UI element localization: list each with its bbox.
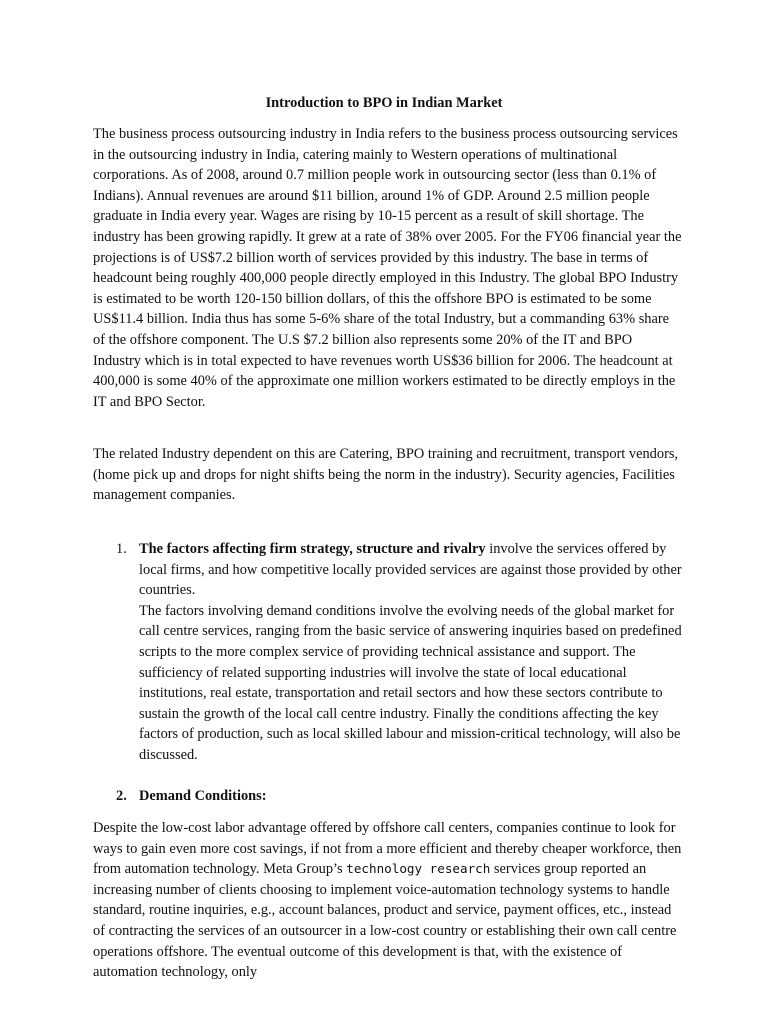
related-industry-paragraph: The related Industry dependent on this are Catering, BPO training and recruitment, transport vendors, (home pick up and drops for night shifts being the norm in the industry). Security agencies, Facilities management companies. (93, 446, 679, 504)
list-item-body (139, 786, 685, 807)
demand-conditions-paragraph (93, 818, 683, 983)
paragraph-text-continued: services group reported an increasing number of clients choosing to implement voice-automation technology systems to handle standard, routine inquiries, e.g., account balances, product and service, payment offices, etc., instead of contracting the services of an outsourcer in a low-cost country or establishing their own call centre operations offshore. The eventual outcome of this development is that, with the existence of automation technology, only (93, 861, 677, 981)
list-number: 1. (116, 541, 127, 557)
paragraph-text: Despite the low-cost labor advantage offered by offshore call centers, companies continue to look for ways to gain even more cost savings, if not from a more efficient and thereby cheaper workforce, then from automation technology. Meta Group’s (93, 820, 682, 878)
list-item-text: involve the services offered by local firms, and how competitive locally provided services are against those provided by other countries. (139, 541, 682, 599)
list-item-body (139, 539, 685, 766)
list-item-heading: Demand Conditions: (139, 788, 267, 804)
list-item-heading: The factors affecting firm strategy, structure and rivalry (139, 541, 486, 557)
list-item-first-paragraph (139, 539, 685, 601)
intro-paragraph: The business process outsourcing industry in India refers to the business process outsourcing services in the outsourcing industry in India, catering mainly to Western operations of multinational corporations. As of 2008, around 0.7 million people work in outsourcing sector (less than 0.1% of Indians). Annual revenues are around $11 billion, around 1% of GDP. Around 2.5 million people graduate in India every year. Wages are rising by 10-15 percent as a result of skill shortage. The industry has been growing rapidly. It grew at a rate of 38% over 2005. For the FY06 financial year the projections is of US$7.2 billion worth of services provided by this industry. The base in terms of headcount being roughly 400,000 people directly employed in this Industry. The global BPO Industry is estimated to be worth 120-150 billion dollars, of this the offshore BPO is estimated to be some US$11.4 billion. India thus has some 5-6% share of the total Industry, but a commanding 63% share of the offshore component. The U.S $7.2 billion also represents some 20% of the IT and BPO Industry which is in total expected to have revenues worth US$36 billion for 2006. The headcount at 400,000 is some 40% of the approximate one million workers estimated to be directly employs in the IT and BPO Sector. (93, 126, 682, 410)
document-title: Introduction to BPO in Indian Market (265, 95, 503, 111)
monospace-phrase: technology research (346, 861, 491, 877)
list-number: 2. (116, 788, 127, 804)
list-item-continuation: The factors involving demand conditions involve the evolving needs of the global market for call centre services, ranging from the basic service of answering inquiries based on predefined scripts to the more complex service of providing technical assistance and support. The sufficiency of related supporting industries will involve the state of local educational institutions, real estate, transportation and retail sectors and how these sectors contribute to sustain the growth of the local call centre industry. Finally the conditions affecting the key factors of production, such as local skilled labour and mission-critical technology, will also be discussed. (139, 602, 682, 763)
